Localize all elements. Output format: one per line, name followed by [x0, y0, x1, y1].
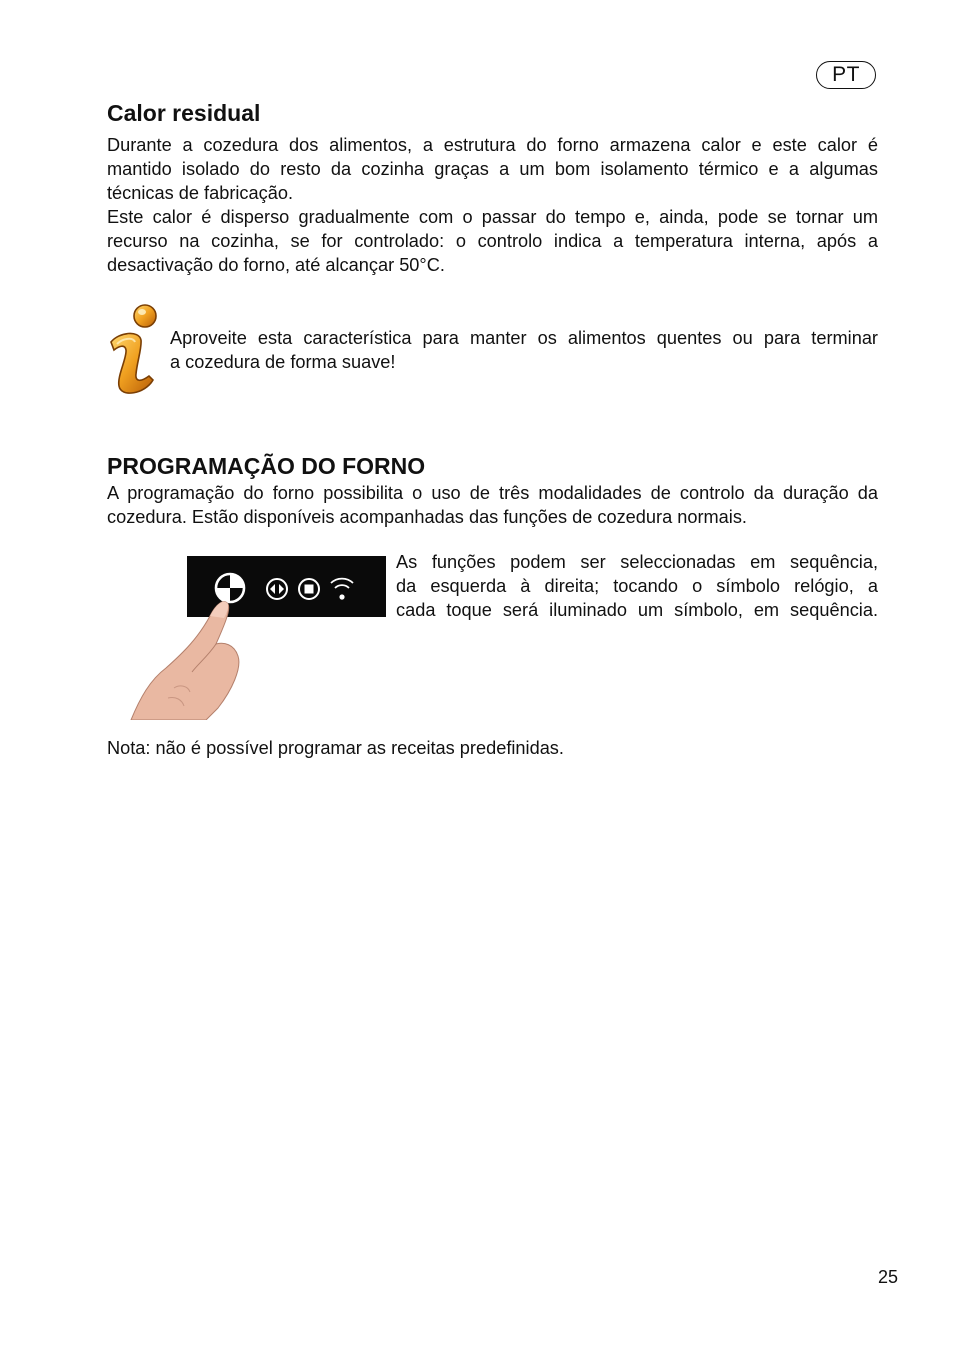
body-line: Este calor é disperso gradualmente com o passar do tempo e, ainda, pode se tornar um	[107, 207, 878, 227]
body-line: técnicas de fabricação.	[107, 183, 294, 203]
body-line: recurso na cozinha, se for controlado: o controlo indica a temperatura interna, após a	[107, 231, 878, 251]
sequence-description	[396, 550, 878, 622]
section-title-calor-residual: Calor residual	[107, 100, 261, 126]
page-number: 25	[878, 1267, 899, 1287]
note-text: Nota: não é possível programar as receitas predefinidas.	[107, 738, 564, 758]
control-panel-illustration	[128, 548, 390, 720]
calor-residual-body	[107, 133, 878, 277]
finger-hand-icon	[131, 602, 239, 720]
info-icon	[105, 300, 163, 400]
side-line: cada toque será iluminado um símbolo, em sequência.	[396, 600, 878, 620]
info-tip-text	[170, 326, 878, 374]
info-line: a cozedura de forma suave!	[170, 352, 396, 372]
body-line: Durante a cozedura dos alimentos, a estrutura do forno armazena calor e este calor é	[107, 135, 878, 155]
language-badge: PT	[816, 61, 876, 89]
body-line: desactivação do forno, até alcançar 50°C.	[107, 255, 445, 275]
info-line: Aproveite esta característica para manter os alimentos quentes ou para terminar	[170, 328, 878, 348]
side-line: da esquerda à direita; tocando o símbolo relógio, a	[396, 576, 878, 596]
side-line: As funções podem ser seleccionadas em sequência,	[396, 552, 878, 572]
body-line: mantido isolado do resto da cozinha graças a um bom isolamento térmico e a algumas	[107, 159, 878, 179]
clock-icon[interactable]	[216, 574, 244, 602]
body-line: A programação do forno possibilita o uso de três modalidades de controlo da duração da	[107, 483, 878, 503]
programacao-body	[107, 481, 878, 529]
body-line: cozedura. Estão disponíveis acompanhadas das funções de cozedura normais.	[107, 507, 747, 527]
section-title-programacao: PROGRAMAÇÃO DO FORNO	[107, 453, 426, 479]
